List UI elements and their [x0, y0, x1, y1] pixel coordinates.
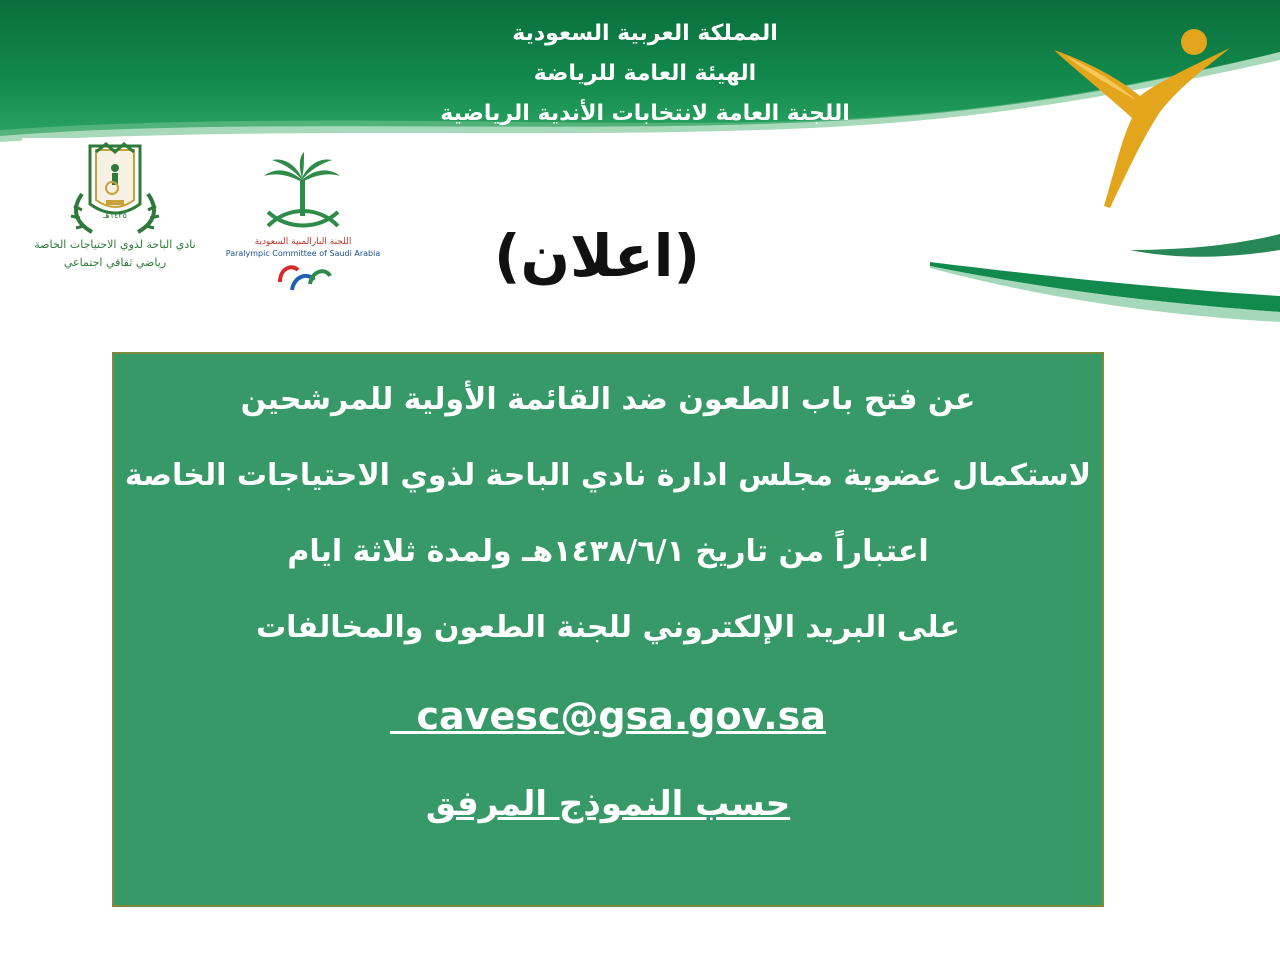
attachment-note: حسب النموذج المرفق [425, 784, 791, 824]
notice-box [112, 352, 1104, 907]
paralympic-arabic-name: اللجنة البارالمبية السعودية [254, 237, 352, 247]
announcement-title: (اعلان) [493, 222, 700, 290]
paralympic-english-name: Paralympic Committee of Saudi Arabia [225, 249, 381, 258]
header-sports-authority: الهيئة العامة للرياضة [533, 61, 757, 86]
notice-line-4: على البريد الإلكتروني للجنة الطعون والمخالفات [255, 610, 961, 645]
paralympic-committee-logo [218, 150, 388, 300]
notice-line-3: اعتباراً من تاريخ ١٤٣٨/٦/١هـ ولمدة ثلاثة ايام [287, 534, 929, 569]
club-year: ١٤٣٥هـ [103, 211, 127, 220]
sports-authority-emblem-icon [1048, 26, 1238, 216]
club-name: نادي الباحة لذوي الاحتياجات الخاصة [34, 238, 196, 251]
club-emblem-icon [22, 138, 208, 280]
notice-line-2: لاستكمال عضوية مجلس ادارة نادي الباحة لذوي الاحتياجات الخاصة [124, 458, 1092, 493]
club-tagline: رياضي ثقافي اجتماعي [63, 256, 167, 269]
header-elections-committee: اللجنة العامة لانتخابات الأندية الرياضية [440, 101, 850, 126]
notice-line-1: عن فتح باب الطعون ضد القائمة الأولية للمرشحين [240, 382, 976, 417]
header-kingdom: المملكة العربية السعودية [512, 21, 778, 46]
palm-swords-emblem-icon [218, 150, 388, 300]
club-logo [22, 138, 208, 280]
email-link[interactable]: cavesc@gsa.gov.sa [390, 694, 826, 738]
